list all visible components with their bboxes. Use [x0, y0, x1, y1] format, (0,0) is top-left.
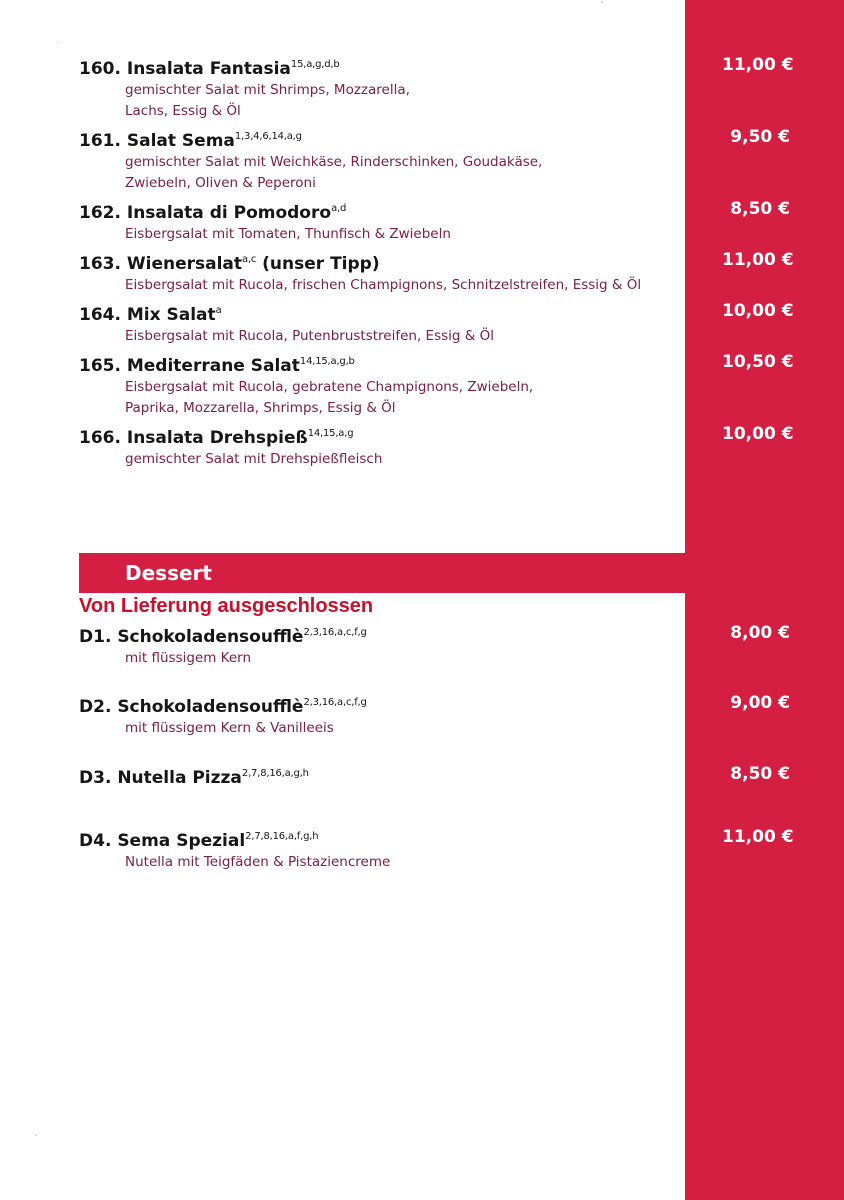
item-price: 8,50 €	[730, 764, 790, 784]
item-price: 8,50 €	[730, 199, 790, 219]
item-title: 165. Mediterrane Salat$^{14,15,a,g,b}$	[79, 356, 355, 376]
item-price: 9,50 €	[730, 127, 790, 147]
section-title: Dessert	[125, 561, 212, 585]
item-price: 11,00 €	[722, 250, 794, 270]
allergen-codes: a,c	[242, 254, 257, 265]
item-description: gemischter Salat mit Weichkäse, Rinderschinken, Goudakäse,	[125, 154, 543, 170]
item-title: 161. Salat Sema$^{1,3,4,6,14,a,g}$	[79, 131, 302, 151]
item-description: Eisbergsalat mit Rucola, frischen Champignons, Schnitzelstreifen, Essig & Öl	[125, 277, 642, 293]
allergen-codes: 15,a,g,d,b	[290, 59, 340, 70]
item-price: 11,00 €	[722, 827, 794, 847]
item-title: 160. Insalata Fantasia$^{15,a,g,d,b}$	[79, 59, 340, 79]
allergen-codes: a,d	[331, 203, 347, 214]
allergen-codes: 14,15,a,g,b	[299, 356, 355, 367]
item-description: Eisbergsalat mit Rucola, Putenbruststreifen, Essig & Öl	[125, 328, 494, 344]
allergen-codes: 1,3,4,6,14,a,g	[234, 131, 302, 142]
dessert-section-header	[79, 553, 685, 593]
scan-speck	[35, 1134, 37, 1136]
item-description: Paprika, Mozzarella, Shrimps, Essig & Öl	[125, 400, 396, 416]
item-price: 11,00 €	[722, 55, 794, 75]
item-description: mit flüssigem Kern	[125, 650, 252, 666]
item-title: D2. Schokoladensoufflè$^{2,3,16,a,c,f,g}$	[79, 697, 367, 717]
item-price: 10,00 €	[722, 301, 794, 321]
menu-item-d1	[79, 622, 844, 669]
item-price: 10,50 €	[722, 352, 794, 372]
allergen-codes: 2,3,16,a,c,f,g	[303, 627, 367, 638]
menu-item-d2	[79, 692, 844, 739]
item-price: 8,00 €	[730, 623, 790, 643]
item-description: mit flüssigem Kern & Vanilleeis	[125, 720, 334, 736]
allergen-codes: 2,3,16,a,c,f,g	[303, 697, 367, 708]
item-description: Eisbergsalat mit Rucola, gebratene Champignons, Zwiebeln,	[125, 379, 534, 395]
menu-item-165	[79, 351, 844, 419]
item-description: Zwiebeln, Oliven & Peperoni	[125, 175, 316, 191]
menu-item-d4	[79, 826, 844, 873]
item-description: Nutella mit Teigfäden & Pistaziencreme	[125, 854, 391, 870]
item-title: 164. Mix Salat$^a$	[79, 305, 222, 325]
menu-item-163	[79, 249, 844, 296]
menu-item-164	[79, 300, 844, 347]
item-price: 10,00 €	[722, 424, 794, 444]
item-title: D1. Schokoladensoufflè$^{2,3,16,a,c,f,g}$	[79, 627, 367, 647]
menu-item-161	[79, 126, 844, 194]
item-title: 166. Insalata Drehspieß$^{14,15,a,g}$	[79, 428, 354, 448]
allergen-codes: 14,15,a,g	[307, 428, 354, 439]
scan-speck	[57, 41, 58, 42]
item-description: Eisbergsalat mit Tomaten, Thunfisch & Zwiebeln	[125, 226, 451, 242]
item-description: Lachs, Essig & Öl	[125, 103, 241, 119]
menu-item-160	[79, 54, 844, 122]
item-price: 9,00 €	[730, 693, 790, 713]
allergen-codes: 2,7,8,16,a,g,h	[241, 768, 309, 779]
item-description: gemischter Salat mit Drehspießfleisch	[125, 451, 383, 467]
scan-speck	[601, 1, 603, 3]
delivery-exclusion-notice: Von Lieferung ausgeschlossen	[79, 595, 374, 617]
allergen-codes: a	[215, 305, 222, 316]
menu-item-162	[79, 198, 844, 245]
item-title: 163. Wienersalat$^{a,c}$ (unser Tipp)	[79, 254, 380, 274]
item-description: gemischter Salat mit Shrimps, Mozzarella,	[125, 82, 410, 98]
item-title: D4. Sema Spezial$^{2,7,8,16,a,f,g,h}$	[79, 831, 319, 851]
item-title: D3. Nutella Pizza$^{2,7,8,16,a,g,h}$	[79, 768, 309, 788]
item-title: 162. Insalata di Pomodoro$^{a,d}$	[79, 203, 347, 223]
item-title-suffix: (unser Tipp)	[256, 254, 380, 274]
allergen-codes: 2,7,8,16,a,f,g,h	[245, 831, 319, 842]
menu-item-d3	[79, 763, 844, 789]
menu-item-166	[79, 423, 844, 470]
